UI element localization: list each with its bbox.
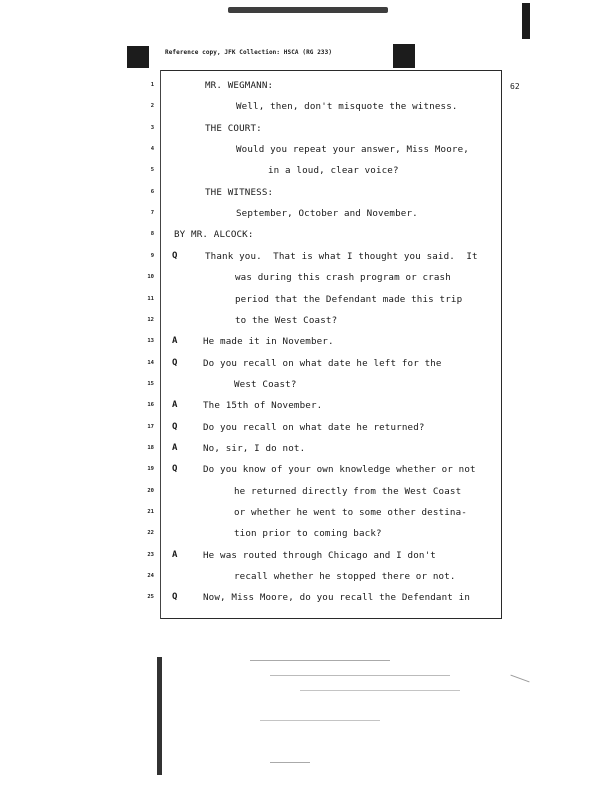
transcript-line: period that the Defendant made this trip <box>235 293 463 305</box>
line-number: 22 <box>147 530 154 537</box>
scan-mark-left-block <box>127 46 149 68</box>
scan-smudge <box>260 720 380 721</box>
question-marker: Q <box>172 592 178 603</box>
scan-smudge <box>300 690 460 691</box>
transcript-line: was during this crash program or crash <box>235 272 451 284</box>
line-number: 15 <box>147 380 154 387</box>
transcript-line: Thank you. That is what I thought you said. It <box>205 250 478 262</box>
transcript-line: West Coast? <box>234 378 297 390</box>
scan-smudge <box>270 675 450 676</box>
line-number: 12 <box>147 316 154 323</box>
scan-mark-bottom-left-bar <box>157 657 162 775</box>
question-marker: Q <box>172 357 178 368</box>
answer-marker: A <box>172 549 178 560</box>
line-number: 18 <box>147 444 154 451</box>
transcript-line: THE WITNESS: <box>205 186 274 198</box>
transcript-line: The 15th of November. <box>203 400 323 412</box>
question-marker: Q <box>172 421 178 432</box>
transcript-line: Would you repeat your answer, Miss Moore, <box>236 144 469 156</box>
transcript-line: MR. WEGMANN: <box>205 80 274 91</box>
transcript-line: to the West Coast? <box>235 314 338 326</box>
line-number: 11 <box>147 295 154 302</box>
line-number: 5 <box>150 167 154 174</box>
line-number: 4 <box>150 146 154 153</box>
line-number: 3 <box>150 124 154 131</box>
scan-mark-right-bar <box>522 3 530 39</box>
line-number: 10 <box>147 274 154 281</box>
transcript-line: tion prior to coming back? <box>234 528 382 540</box>
line-number: 8 <box>150 231 154 238</box>
line-number: 9 <box>150 252 154 259</box>
line-number: 25 <box>147 594 154 601</box>
scan-smudge <box>250 660 390 661</box>
collection-header: Reference copy, JFK Collection: HSCA (RG 233) <box>165 49 333 56</box>
scan-mark-right-block <box>393 44 415 68</box>
transcript-line: Do you recall on what date he left for the <box>203 357 442 369</box>
line-number: 19 <box>147 466 154 473</box>
transcript-line: BY MR. ALCOCK: <box>174 229 254 241</box>
transcript-line: recall whether he stopped there or not. <box>234 571 456 583</box>
line-number: 2 <box>150 103 154 110</box>
scan-smudge <box>510 675 529 683</box>
transcript-line: September, October and November. <box>236 208 418 220</box>
transcript-line: Do you know of your own knowledge whether or not <box>203 464 476 476</box>
answer-marker: A <box>172 400 178 411</box>
line-number: 6 <box>150 188 154 195</box>
transcript-line: Now, Miss Moore, do you recall the Defendant in <box>203 592 471 604</box>
line-number: 1 <box>150 82 154 88</box>
line-number: 13 <box>147 338 154 345</box>
line-number: 23 <box>147 551 154 558</box>
line-number: 17 <box>147 423 154 430</box>
scan-mark-top-bar <box>228 7 388 13</box>
answer-marker: A <box>172 442 178 453</box>
transcript-line: Do you recall on what date he returned? <box>203 421 425 433</box>
transcript-line: he returned directly from the West Coast <box>234 485 462 497</box>
transcript-line: THE COURT: <box>205 122 262 134</box>
transcript-line: Well, then, don't misquote the witness. <box>236 101 458 113</box>
page-number: 62 <box>510 82 520 91</box>
transcript-line: or whether he went to some other destina- <box>234 507 467 518</box>
line-number: 14 <box>147 359 154 366</box>
answer-marker: A <box>172 336 178 347</box>
question-marker: Q <box>172 464 178 475</box>
line-number: 7 <box>150 210 154 217</box>
scan-smudge <box>270 762 310 763</box>
line-number: 16 <box>147 402 154 409</box>
margin-rule <box>160 70 161 619</box>
line-number: 24 <box>147 573 154 580</box>
line-number: 20 <box>147 487 154 494</box>
transcript-line: He was routed through Chicago and I don't <box>203 549 436 561</box>
transcript-line: He made it in November. <box>203 336 334 348</box>
transcript-line: No, sir, I do not. <box>203 442 306 454</box>
line-number: 21 <box>147 509 154 515</box>
transcript-line: in a loud, clear voice? <box>268 165 399 177</box>
question-marker: Q <box>172 250 178 261</box>
